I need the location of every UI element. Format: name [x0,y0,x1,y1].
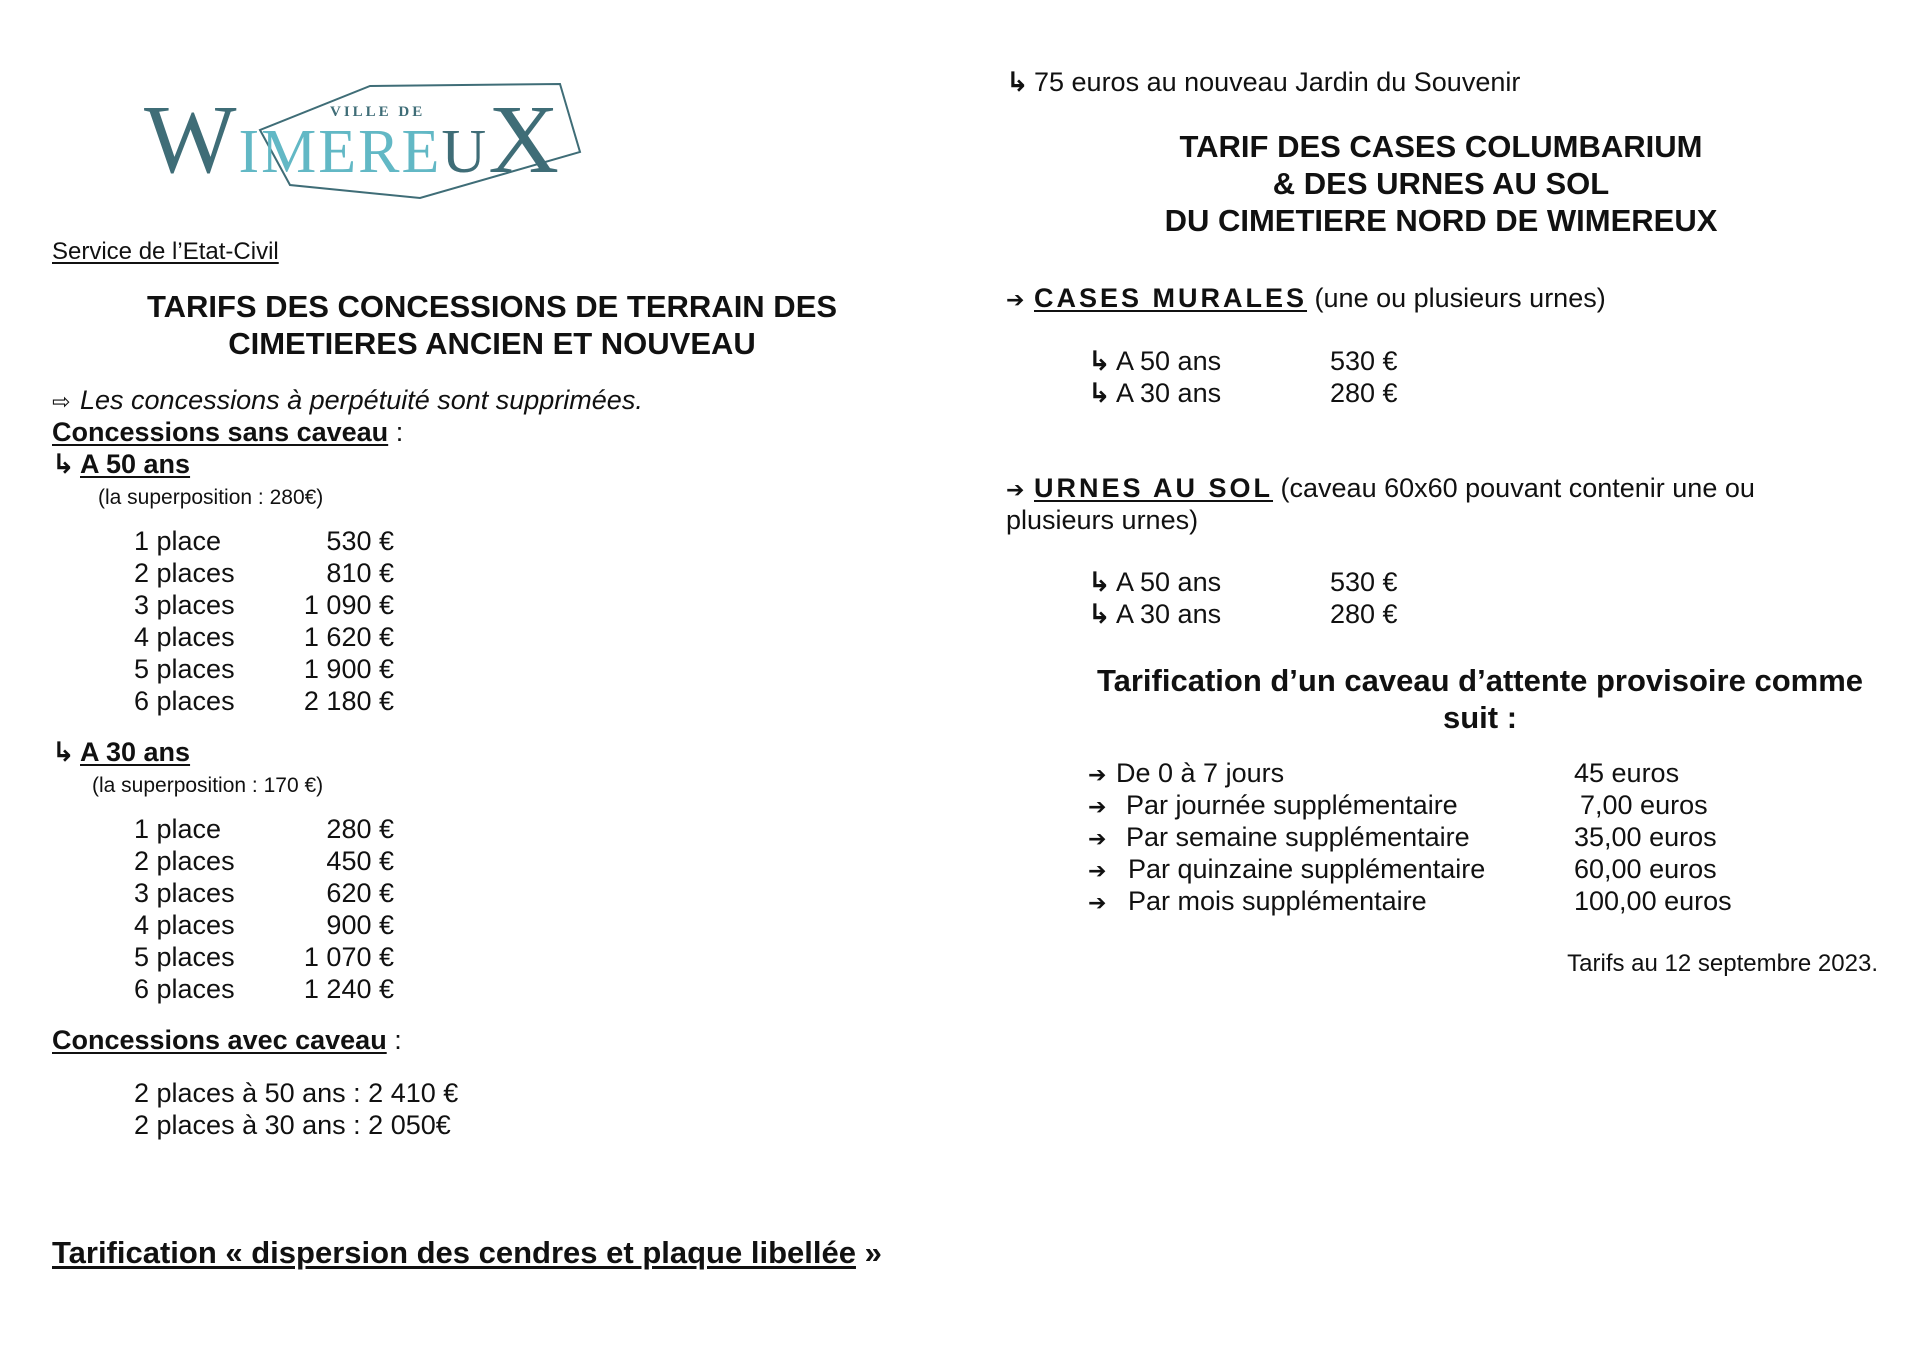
price-row [134,1109,451,1141]
price-row-label: 2 places [134,558,235,588]
price-row [134,941,394,973]
price-row-value: 450 € [326,846,394,876]
fifty-years-table [134,525,394,717]
price-row-label [1088,345,1221,377]
sans-caveau-heading-text: Concessions sans caveau [52,417,389,447]
price-row-value: 1 620 € [303,622,394,652]
avec-caveau-heading-text: Concessions avec caveau [52,1025,387,1055]
price-row [1088,821,1768,853]
right-title [1006,128,1876,239]
logo-letter: W [144,86,239,194]
price-row [1088,789,1768,821]
dispersion-heading [52,1234,882,1272]
price-row [1088,853,1768,885]
hook-arrow-icon: ↳ [1006,67,1029,97]
urnes-sol-table [1088,566,1408,630]
thirty-years-heading-text: A 30 ans [80,737,191,767]
price-row-value: 45 euros [1574,758,1680,788]
price-row-label: 5 places [134,654,235,684]
logo-letter: U [441,118,489,186]
price-row [1088,377,1408,409]
price-row-label-text: Par quinzaine supplémentaire [1128,854,1486,884]
dispersion-close-quote: » [864,1235,882,1270]
hook-arrow-icon: ↳ [1088,567,1111,597]
price-row-label [1088,885,1427,919]
jardin-text: 75 euros au nouveau Jardin du Souvenir [1034,67,1521,97]
hook-arrow-icon: ↳ [52,449,75,479]
hook-arrow-icon: ↳ [1088,599,1111,629]
price-row-value: 900 € [326,910,394,940]
price-row-value: 7,00 euros [1580,790,1708,820]
price-row-label: 2 places à 30 ans : [134,1110,361,1140]
price-row-value: 1 240 € [303,974,394,1004]
price-row-label: 3 places [134,878,235,908]
price-row [134,845,394,877]
price-row-label-text: De 0 à 7 jours [1116,758,1285,788]
price-row-value: 1 090 € [303,590,394,620]
price-row [134,525,394,557]
price-row-label: 6 places [134,686,235,716]
logo-letter: E [318,118,359,186]
price-row-value: 530 € [1330,346,1398,376]
service-label: Service de l’Etat-Civil [52,238,279,265]
price-row-label-text: Par semaine supplémentaire [1126,822,1470,852]
price-row-value: 530 € [326,526,394,556]
price-row-label [1088,789,1458,823]
price-row-label: 2 places à 50 ans : [134,1078,361,1108]
price-row-label-text: A 30 ans [1116,378,1222,408]
price-row-value: 1 900 € [303,654,394,684]
price-row-label: 5 places [134,942,235,972]
logo-letter: I [238,118,262,186]
price-row [134,685,394,717]
logo-ville-de: VILLE DE [330,104,426,120]
price-row-value: 2 050€ [368,1110,451,1140]
urnes-sol-desc: (caveau 60x60 pouvant contenir une ou [1280,473,1755,503]
logo-letter: X [488,86,561,194]
price-row-value: 620 € [326,878,394,908]
price-row-label: 6 places [134,974,235,1004]
price-row [134,909,394,941]
price-row-label [1088,853,1485,887]
fifty-years-heading-text: A 50 ans [80,449,191,479]
jardin-line [1006,66,1520,98]
price-row-label [1088,757,1284,791]
price-row-label-text: Par journée supplémentaire [1126,790,1458,820]
price-row-value: 530 € [1330,567,1398,597]
hook-arrow-icon: ↳ [1088,346,1111,376]
colon: : [394,1025,402,1055]
right-arrow-icon: ➔ [1006,477,1025,502]
perpetuite-text: Les concessions à perpétuité sont supprimées. [80,385,643,415]
price-row-value: 60,00 euros [1574,854,1717,884]
price-row-label: 1 place [134,526,222,556]
price-row [134,557,394,589]
price-row-value: 2 180 € [303,686,394,716]
right-title-line2: & DES URNES AU SOL [1272,166,1610,201]
attente-title [1060,662,1900,736]
price-row [134,589,394,621]
thirty-years-note: (la superposition : 170 €) [92,774,324,797]
price-row [134,653,394,685]
price-row [134,813,394,845]
logo-letter: E [401,118,442,186]
cases-murales-heading [1006,282,1606,316]
right-title-line1: TARIF DES CASES COLUMBARIUM [1179,129,1703,164]
urnes-sol-heading-text: URNES AU SOL [1034,473,1274,503]
logo-letter: M [261,118,319,186]
price-row-value: 280 € [1330,378,1398,408]
price-row-label [1088,821,1470,855]
cases-murales-heading-text: CASES MURALES [1034,283,1308,313]
attente-table [1088,757,1768,917]
price-row-label [1088,598,1221,630]
price-row-label-text: A 30 ans [1116,599,1222,629]
price-row-label [1088,377,1221,409]
perpetuite-note [52,384,643,418]
hook-arrow-icon: ↳ [1088,378,1111,408]
price-row [1088,345,1408,377]
urnes-sol-heading [1006,472,1755,506]
price-row-label: 4 places [134,622,235,652]
outline-arrow-icon: ⇨ [52,389,71,414]
avec-caveau-heading [52,1024,402,1056]
avec-caveau-table [134,1077,494,1141]
left-title [52,288,932,362]
logo-wordmark [144,86,561,202]
attente-title-line1: Tarification d’un caveau d’attente provisoire comme [1096,663,1863,698]
right-arrow-icon: ➔ [1088,794,1107,819]
price-row-value: 100,00 euros [1574,886,1732,916]
price-row-label: 4 places [134,910,235,940]
price-row [1088,885,1768,917]
dispersion-heading-text: Tarification « dispersion des cendres et plaque libellée [52,1235,856,1270]
price-row-value: 2 410 € [368,1078,459,1108]
thirty-years-heading [52,736,190,768]
price-row-value: 35,00 euros [1574,822,1717,852]
price-row [1088,566,1408,598]
right-arrow-icon: ➔ [1088,890,1107,915]
price-row-label: 2 places [134,846,235,876]
right-title-line3: DU CIMETIERE NORD DE WIMEREUX [1164,203,1718,238]
price-row-label: 3 places [134,590,235,620]
price-row-value: 280 € [1330,599,1398,629]
right-arrow-icon: ➔ [1088,826,1107,851]
price-row-label [1088,566,1221,598]
price-row-label: 1 place [134,814,222,844]
price-row-value: 280 € [326,814,394,844]
price-row-value: 810 € [326,558,394,588]
price-row [134,621,394,653]
sans-caveau-heading [52,416,403,448]
left-title-line1: TARIFS DES CONCESSIONS DE TERRAIN DES [146,289,838,324]
cases-murales-desc: (une ou plusieurs urnes) [1314,283,1606,313]
price-row [134,1077,458,1109]
attente-title-line2: suit : [1442,700,1518,735]
price-row [1088,757,1768,789]
price-row-label-text: A 50 ans [1116,346,1222,376]
wimereux-logo [140,80,660,205]
right-arrow-icon: ➔ [1088,858,1107,883]
right-arrow-icon: ➔ [1088,762,1107,787]
logo-letter: R [358,118,402,186]
price-row [134,973,394,1005]
price-row-label-text: Par mois supplémentaire [1128,886,1427,916]
colon: : [395,417,404,447]
hook-arrow-icon: ↳ [52,737,75,767]
price-row-label-text: A 50 ans [1116,567,1222,597]
urnes-sol-desc-line2: plusieurs urnes) [1006,505,1199,535]
right-arrow-icon: ➔ [1006,287,1025,312]
price-row [1088,598,1408,630]
price-row-value: 1 070 € [303,942,394,972]
thirty-years-table [134,813,394,1005]
fifty-years-note: (la superposition : 280€) [98,486,324,509]
price-row [134,877,394,909]
tarifs-date: Tarifs au 12 septembre 2023. [1567,950,1878,977]
fifty-years-heading [52,448,190,480]
cases-murales-table [1088,345,1408,409]
left-title-line2: CIMETIERES ANCIEN ET NOUVEAU [228,326,756,361]
